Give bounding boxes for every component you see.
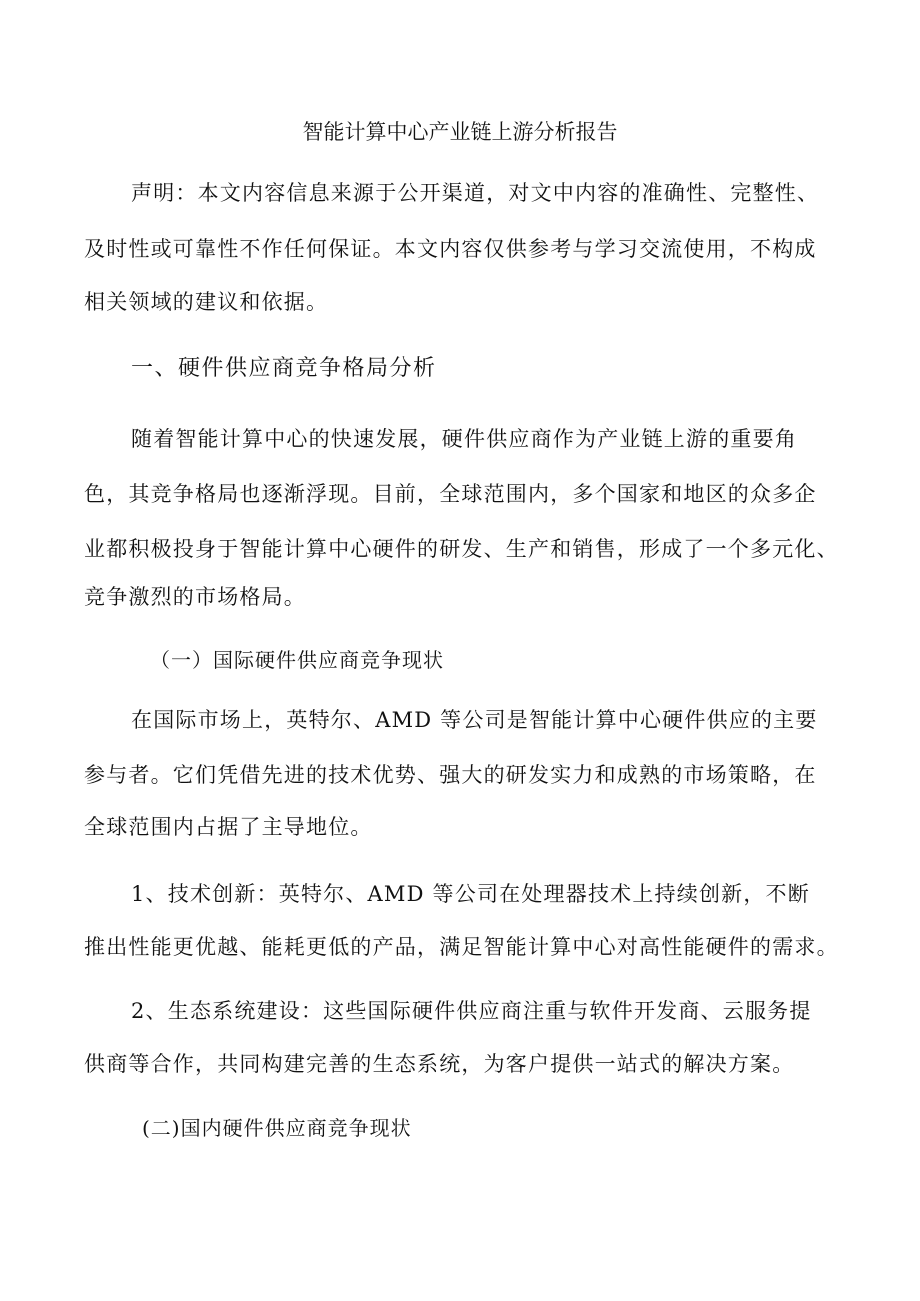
section1-intro-line-4: 竞争激烈的市场格局。	[84, 585, 306, 609]
section-heading-1: 一、硬件供应商竞争格局分析	[131, 356, 437, 381]
section1-intro-line-2: 色，其竞争格局也逐渐浮现。目前，全球范围内，多个国家和地区的众多企	[84, 482, 817, 506]
disclaimer-line-1: 声明：本文内容信息来源于公开渠道，对文中内容的准确性、完整性、	[131, 181, 820, 205]
section1-intro-line-3: 业都积极投身于智能计算中心硬件的研发、生产和销售，形成了一个多元化、	[84, 537, 839, 561]
sub1-intro-line-3: 全球范围内占据了主导地位。	[84, 815, 373, 839]
sub1-point2-line-1: 2、生态系统建设：这些国际硬件供应商注重与软件开发商、云服务提	[131, 999, 812, 1023]
sub1-point2-line-2: 供商等合作，共同构建完善的生态系统，为客户提供一站式的解决方案。	[84, 1052, 795, 1076]
document-title: 智能计算中心产业链上游分析报告	[302, 120, 618, 144]
disclaimer-line-3: 相关领域的建议和依据。	[84, 290, 329, 314]
subsection-heading-1: （一）国际硬件供应商竞争现状	[150, 648, 444, 672]
subsection-heading-2: (二)国内硬件供应商竞争现状	[142, 1116, 412, 1140]
disclaimer-line-2: 及时性或可靠性不作任何保证。本文内容仅供参考与学习交流使用，不构成	[84, 237, 817, 261]
sub1-intro-line-1: 在国际市场上，英特尔、AMD 等公司是智能计算中心硬件供应的主要	[131, 708, 818, 732]
sub1-intro-line-2: 参与者。它们凭借先进的技术优势、强大的研发实力和成熟的市场策略，在	[84, 763, 817, 787]
section1-intro-line-1: 随着智能计算中心的快速发展，硬件供应商作为产业链上游的重要角	[131, 427, 797, 451]
sub1-point1-line-2: 推出性能更优越、能耗更低的产品，满足智能计算中心对高性能硬件的需求。	[84, 935, 839, 959]
sub1-point1-line-1: 1、技术创新：英特尔、AMD 等公司在处理器技术上持续创新，不断	[131, 882, 810, 906]
